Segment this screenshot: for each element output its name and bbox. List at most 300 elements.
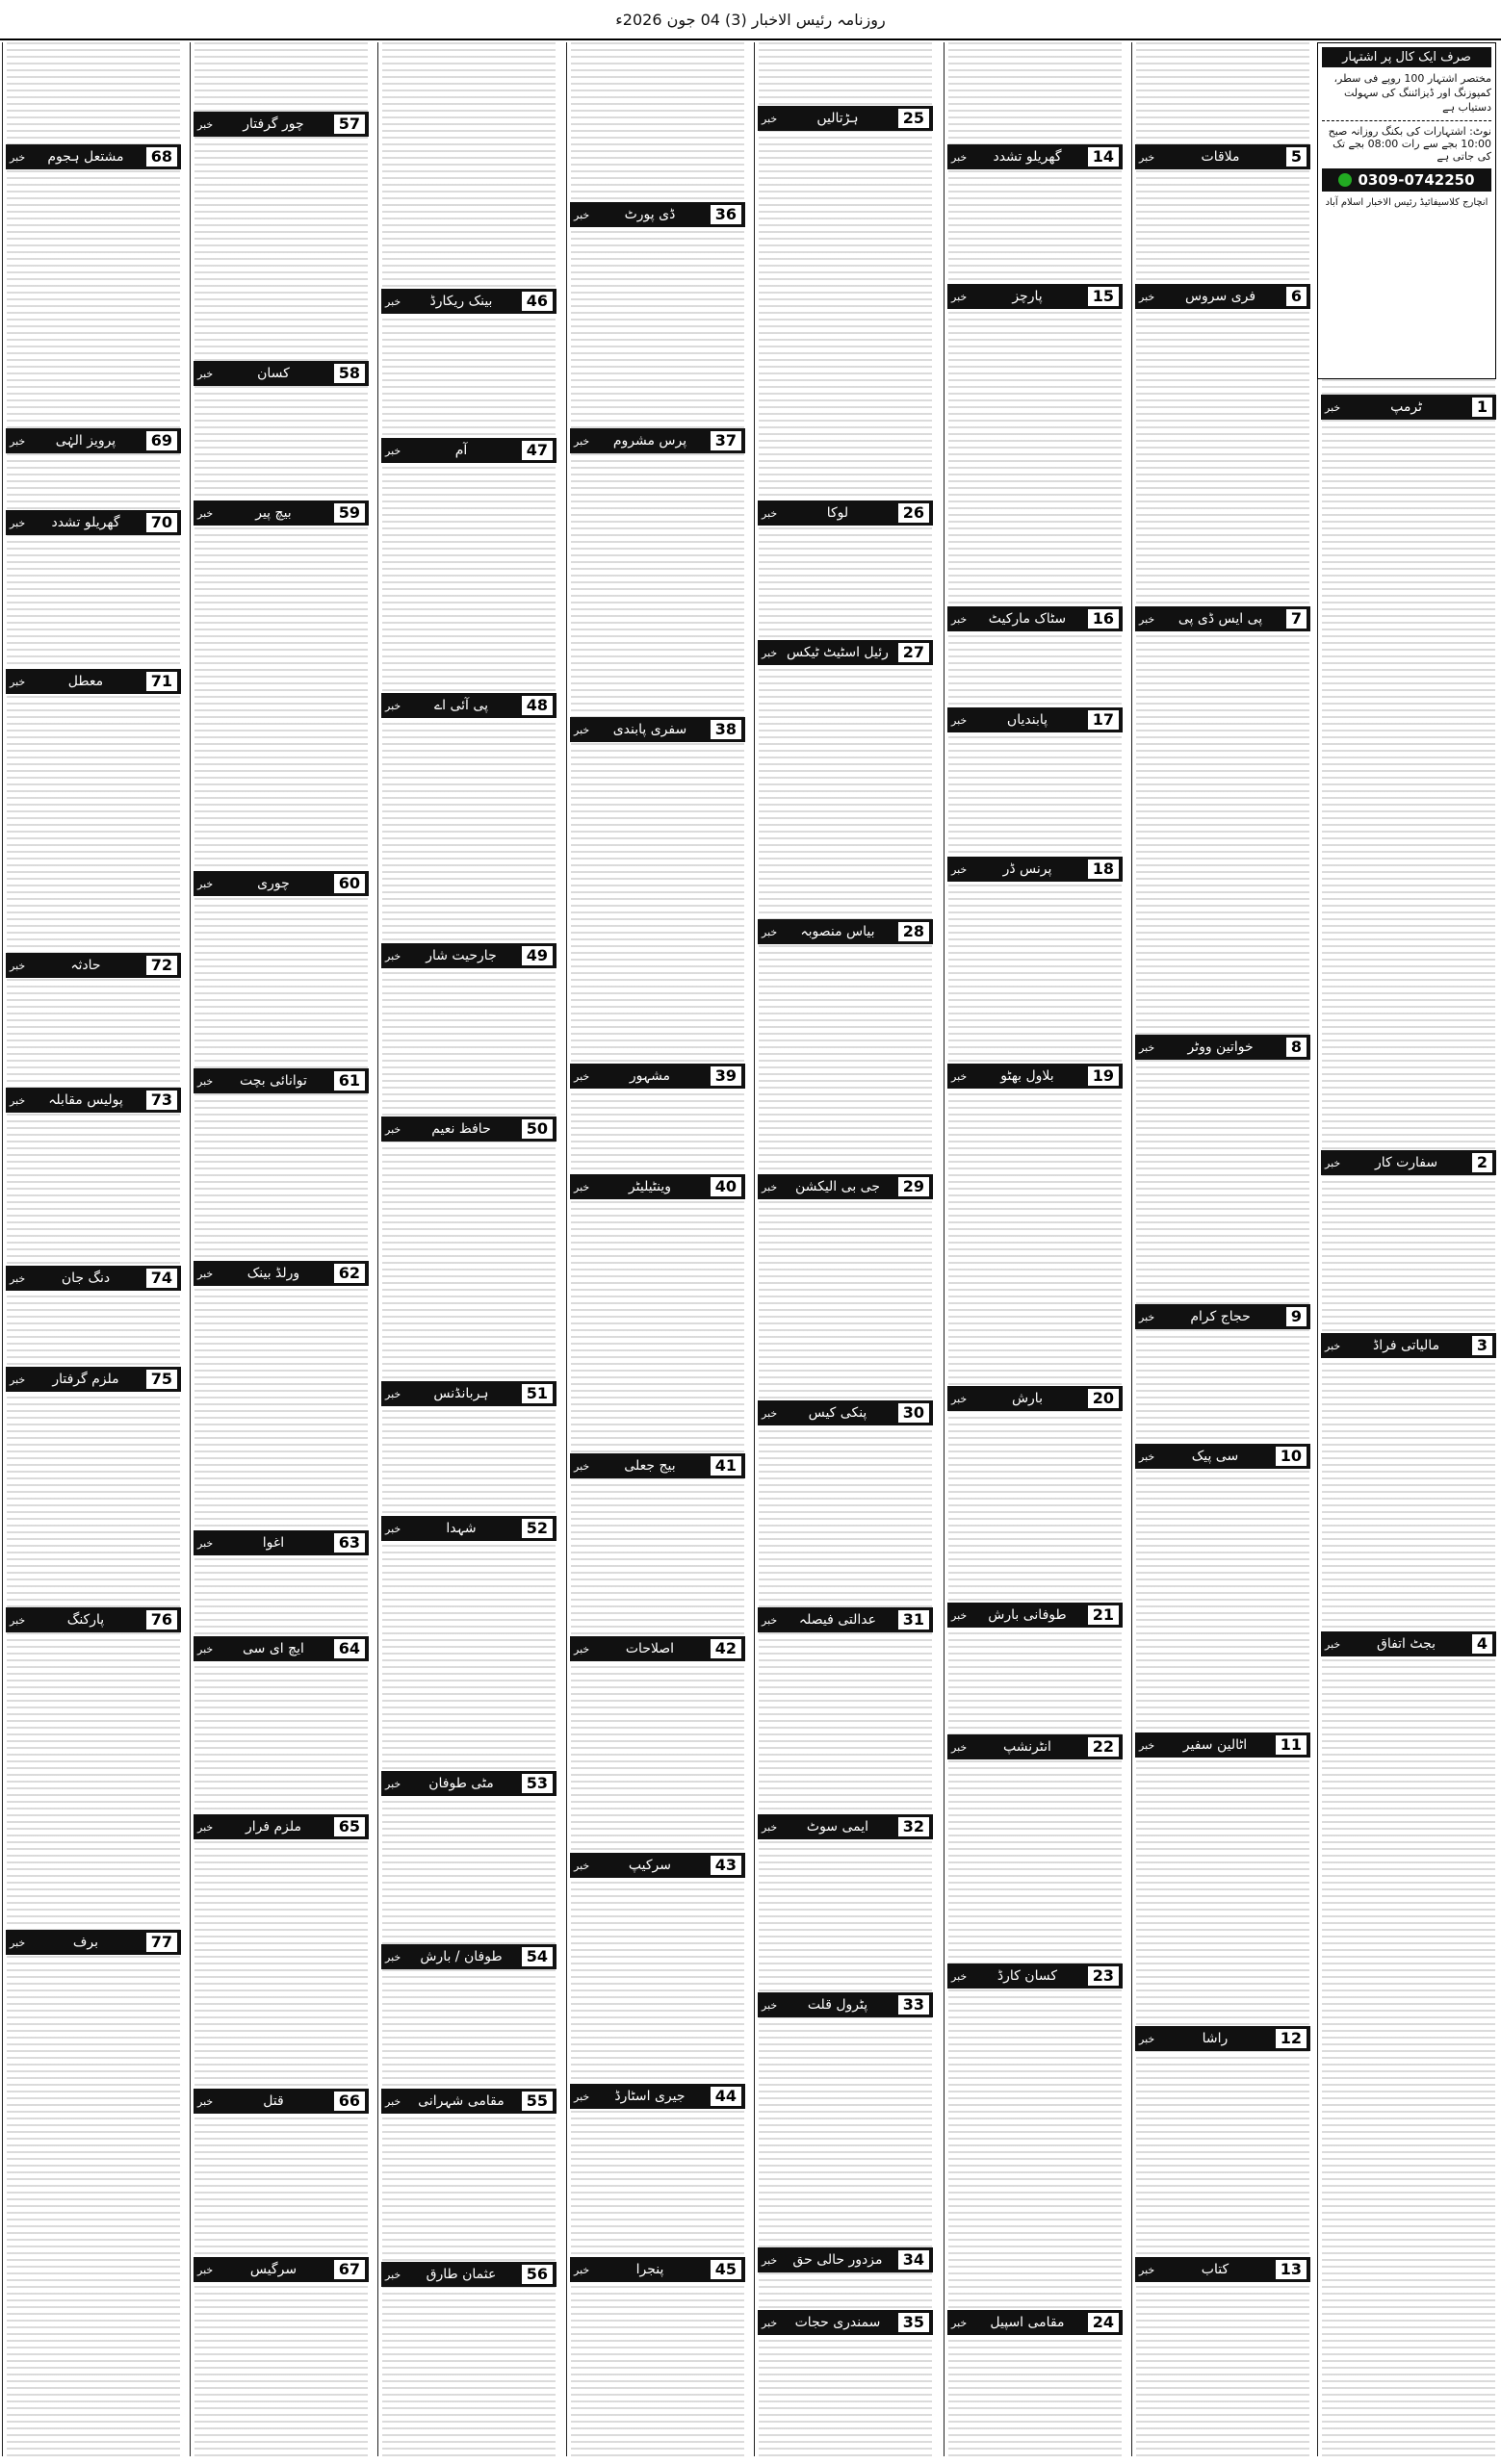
- news-heading: [570, 1453, 745, 1478]
- heading-label: ڈی پورٹ: [624, 207, 676, 222]
- heading-label: اٹالین سفیر: [1182, 1737, 1248, 1753]
- heading-number: 59: [334, 503, 365, 523]
- heading-label: راشا: [1202, 2031, 1229, 2046]
- heading-tag: خبر: [197, 1536, 214, 1550]
- news-heading: [194, 1814, 369, 1839]
- heading-label: عثمان طارق: [426, 2267, 497, 2282]
- news-heading: [947, 1734, 1123, 1759]
- heading-label: پی آئی اے: [433, 698, 488, 713]
- heading-label: ایمی سوٹ: [806, 1819, 869, 1835]
- heading-number: 37: [711, 431, 741, 450]
- heading-tag: خبر: [574, 1180, 590, 1194]
- news-heading: [947, 284, 1123, 309]
- heading-label: سفارت کار: [1374, 1155, 1438, 1170]
- heading-tag: خبر: [385, 2094, 401, 2108]
- news-column: [944, 42, 1126, 2456]
- heading-tag: خبر: [574, 208, 590, 221]
- heading-number: 29: [898, 1177, 929, 1196]
- heading-label: ملزم فرار: [245, 1819, 301, 1835]
- news-heading: [947, 606, 1123, 631]
- news-heading: [947, 1386, 1123, 1411]
- heading-tag: خبر: [385, 1777, 401, 1790]
- heading-label: آم: [454, 443, 468, 458]
- news-heading: [570, 2084, 745, 2109]
- news-heading: [1135, 144, 1310, 169]
- heading-tag: خبر: [951, 1608, 968, 1622]
- news-heading: [570, 1636, 745, 1661]
- heading-label: انٹرنشپ: [1003, 1739, 1051, 1755]
- news-heading: [381, 2089, 556, 2114]
- heading-number: 32: [898, 1817, 929, 1836]
- heading-label: ہڑتالیں: [816, 111, 859, 126]
- heading-tag: خبر: [385, 2268, 401, 2281]
- news-heading: [1135, 1732, 1310, 1758]
- heading-label: گھریلو تشدد: [993, 149, 1062, 165]
- news-heading: [758, 919, 933, 944]
- heading-number: 40: [711, 1177, 741, 1196]
- heading-tag: خبر: [1139, 1310, 1155, 1323]
- heading-number: 43: [711, 1856, 741, 1875]
- heading-label: جیری اسٹارڈ: [614, 2089, 686, 2104]
- heading-number: 75: [146, 1370, 177, 1389]
- heading-label: بلاول بھٹو: [1000, 1068, 1054, 1084]
- heading-tag: خبر: [951, 1069, 968, 1083]
- heading-label: برف: [72, 1935, 99, 1950]
- heading-tag: خبر: [574, 1069, 590, 1083]
- heading-label: پارکنگ: [66, 1612, 105, 1628]
- news-heading: [381, 289, 556, 314]
- heading-number: 38: [711, 720, 741, 739]
- heading-tag: خبر: [197, 367, 214, 380]
- news-heading: [6, 1266, 181, 1291]
- heading-label: ٹرمپ: [1390, 399, 1422, 415]
- heading-number: 11: [1276, 1735, 1307, 1755]
- heading-tag: خبر: [951, 1392, 968, 1405]
- heading-label: لوکا: [826, 505, 849, 521]
- heading-tag: خبر: [1139, 2263, 1155, 2276]
- news-heading: [1321, 395, 1496, 420]
- heading-number: 22: [1088, 1737, 1119, 1757]
- heading-number: 2: [1472, 1153, 1492, 1172]
- heading-number: 36: [711, 205, 741, 224]
- heading-tag: خبر: [385, 1387, 401, 1400]
- heading-tag: خبر: [385, 1950, 401, 1964]
- heading-tag: خبر: [385, 1522, 401, 1535]
- column-text-block: [7, 42, 180, 2456]
- heading-label: طوفان / بارش: [420, 1949, 503, 1964]
- heading-tag: خبر: [762, 1180, 778, 1194]
- news-heading: [1321, 1333, 1496, 1358]
- heading-number: 1: [1472, 398, 1492, 417]
- news-heading: [758, 1607, 933, 1632]
- heading-number: 18: [1088, 860, 1119, 879]
- heading-number: 67: [334, 2260, 365, 2279]
- heading-number: 24: [1088, 2313, 1119, 2332]
- heading-number: 62: [334, 1264, 365, 1283]
- news-heading: [758, 1174, 933, 1199]
- heading-number: 4: [1472, 1634, 1492, 1654]
- heading-tag: خبر: [197, 506, 214, 520]
- heading-label: حادثہ: [70, 958, 101, 973]
- news-heading: [381, 1116, 556, 1142]
- news-heading: [6, 510, 181, 535]
- heading-number: 10: [1276, 1447, 1307, 1466]
- heading-label: پابندیاں: [1006, 712, 1048, 728]
- masthead-title: روزنامہ رئیس الاخبار (3) 04 جون 2026ء: [615, 10, 886, 29]
- news-heading: [6, 1367, 181, 1392]
- heading-label: وینٹیلیٹر: [628, 1179, 672, 1194]
- masthead: [0, 0, 1501, 40]
- heading-tag: خبر: [574, 2263, 590, 2276]
- heading-tag: خبر: [10, 150, 26, 164]
- news-heading: [570, 2257, 745, 2282]
- news-heading: [194, 500, 369, 526]
- heading-tag: خبر: [574, 1859, 590, 1872]
- heading-label: پرویز الہٰی: [55, 433, 116, 449]
- heading-number: 16: [1088, 609, 1119, 629]
- heading-label: عدالتی فیصلہ: [798, 1612, 877, 1628]
- heading-tag: خبر: [385, 699, 401, 712]
- heading-number: 64: [334, 1639, 365, 1658]
- heading-number: 50: [522, 1119, 553, 1139]
- heading-tag: خبر: [951, 713, 968, 727]
- heading-label: طوفانی بارش: [988, 1607, 1067, 1623]
- heading-number: 54: [522, 1947, 553, 1966]
- news-heading: [758, 1992, 933, 2017]
- heading-label: سمندری حجات: [794, 2315, 881, 2330]
- heading-label: دنگ جان: [61, 1270, 111, 1286]
- heading-tag: خبر: [10, 675, 26, 688]
- column-text-block: [1136, 42, 1309, 2456]
- heading-tag: خبر: [10, 434, 26, 448]
- heading-tag: خبر: [385, 949, 401, 962]
- heading-tag: خبر: [574, 723, 590, 736]
- heading-number: 56: [522, 2265, 553, 2284]
- heading-label: شہدا: [446, 1521, 477, 1536]
- heading-tag: خبر: [574, 434, 590, 448]
- heading-tag: خبر: [1139, 1738, 1155, 1752]
- heading-number: 71: [146, 672, 177, 691]
- heading-label: بیاس منصوبہ: [800, 924, 875, 939]
- heading-label: اغوا: [262, 1535, 285, 1551]
- heading-label: گھریلو تشدد: [51, 515, 120, 530]
- heading-tag: خبر: [762, 112, 778, 125]
- news-column: [754, 42, 936, 2456]
- heading-number: 30: [898, 1403, 929, 1423]
- heading-tag: خبر: [762, 925, 778, 938]
- news-heading: [758, 2247, 933, 2272]
- heading-number: 63: [334, 1533, 365, 1553]
- promo-note: نوٹ: اشتہارات کی بکنگ روزانہ صبح 10:00 بجے سے رات 08:00 بجے تک کی جاتی ہے: [1322, 120, 1491, 163]
- heading-label: حافظ نعیم: [431, 1121, 491, 1137]
- heading-tag: خبر: [1139, 1450, 1155, 1463]
- heading-tag: خبر: [1139, 2032, 1155, 2045]
- news-heading: [570, 202, 745, 227]
- heading-label: اصلاحات: [625, 1641, 675, 1656]
- heading-number: 15: [1088, 287, 1119, 306]
- heading-number: 47: [522, 441, 553, 460]
- heading-number: 17: [1088, 710, 1119, 730]
- news-column: [566, 42, 748, 2456]
- news-heading: [1135, 1035, 1310, 1060]
- heading-label: جی بی الیکشن: [794, 1179, 880, 1194]
- heading-label: پنکی کیس: [808, 1405, 867, 1421]
- heading-label: خواتین ووٹر: [1187, 1040, 1254, 1055]
- heading-number: 21: [1088, 1605, 1119, 1625]
- news-heading: [947, 1603, 1123, 1628]
- news-heading: [6, 1088, 181, 1113]
- heading-number: 25: [898, 109, 929, 128]
- heading-tag: خبر: [385, 1122, 401, 1136]
- news-heading: [6, 1607, 181, 1632]
- news-heading: [381, 1771, 556, 1796]
- heading-label: مٹی طوفان: [428, 1776, 494, 1791]
- heading-tag: خبر: [197, 2094, 214, 2108]
- news-column: [190, 42, 372, 2456]
- heading-tag: خبر: [10, 1936, 26, 1949]
- news-heading: [381, 943, 556, 968]
- news-heading: [6, 428, 181, 453]
- heading-number: 57: [334, 115, 365, 134]
- news-heading: [570, 428, 745, 453]
- heading-number: 58: [334, 364, 365, 383]
- heading-tag: خبر: [1325, 1339, 1341, 1352]
- column-text-block: [948, 42, 1122, 2456]
- news-heading: [194, 1068, 369, 1093]
- heading-tag: خبر: [574, 1459, 590, 1473]
- heading-tag: خبر: [197, 1074, 214, 1088]
- heading-label: مقامی شہرانی: [418, 2093, 505, 2109]
- heading-label: مشتعل ہجوم: [47, 149, 124, 165]
- heading-tag: خبر: [762, 2316, 778, 2329]
- news-heading: [758, 1814, 933, 1839]
- heading-label: ایچ ای سی: [242, 1641, 304, 1656]
- news-heading: [947, 1964, 1123, 1989]
- news-heading: [381, 693, 556, 718]
- news-heading: [1135, 2257, 1310, 2282]
- heading-number: 77: [146, 1933, 177, 1952]
- heading-label: چور گرفتار: [243, 116, 304, 132]
- heading-tag: خبر: [197, 2263, 214, 2276]
- heading-label: بجٹ اتفاق: [1376, 1636, 1436, 1652]
- heading-number: 5: [1286, 147, 1307, 167]
- heading-number: 76: [146, 1610, 177, 1630]
- heading-number: 68: [146, 147, 177, 167]
- news-heading: [194, 112, 369, 137]
- news-heading: [381, 1944, 556, 1969]
- news-heading: [570, 1853, 745, 1878]
- news-heading: [194, 2257, 369, 2282]
- heading-tag: خبر: [197, 1642, 214, 1656]
- promo-footer: انچارج کلاسیفائیڈ رئیس الاخبار اسلام آباد: [1325, 197, 1488, 208]
- heading-number: 14: [1088, 147, 1119, 167]
- heading-number: 35: [898, 2313, 929, 2332]
- news-heading: [758, 640, 933, 665]
- heading-number: 31: [898, 1610, 929, 1630]
- heading-tag: خبر: [1325, 1637, 1341, 1651]
- heading-tag: خبر: [951, 290, 968, 303]
- heading-number: 51: [522, 1384, 553, 1403]
- heading-number: 41: [711, 1456, 741, 1476]
- news-column: [377, 42, 559, 2456]
- heading-number: 61: [334, 1071, 365, 1091]
- heading-tag: خبر: [574, 2090, 590, 2103]
- heading-tag: خبر: [10, 1373, 26, 1386]
- heading-label: سفری پابندی: [612, 722, 687, 737]
- news-heading: [570, 1174, 745, 1199]
- news-heading: [1321, 1631, 1496, 1656]
- heading-number: 20: [1088, 1389, 1119, 1408]
- news-heading: [194, 2089, 369, 2114]
- heading-number: 73: [146, 1091, 177, 1110]
- heading-label: کسان: [257, 366, 290, 381]
- news-heading: [1135, 284, 1310, 309]
- heading-tag: خبر: [951, 862, 968, 876]
- heading-tag: خبر: [10, 1613, 26, 1627]
- heading-tag: خبر: [197, 1267, 214, 1280]
- heading-number: 66: [334, 2092, 365, 2111]
- heading-label: ملاقات: [1201, 149, 1240, 165]
- heading-number: 26: [898, 503, 929, 523]
- news-heading: [758, 106, 933, 131]
- heading-label: پرنس ڈر: [1002, 861, 1052, 877]
- heading-number: 6: [1286, 287, 1307, 306]
- news-heading: [758, 2310, 933, 2335]
- heading-tag: خبر: [10, 1271, 26, 1285]
- heading-label: ورلڈ بینک: [246, 1266, 300, 1281]
- heading-tag: خبر: [10, 516, 26, 529]
- news-heading: [381, 1516, 556, 1541]
- heading-label: مشہور: [629, 1068, 671, 1084]
- promo-header: صرف ایک کال پر اشتہار: [1322, 47, 1491, 67]
- news-column: [2, 42, 184, 2456]
- heading-tag: خبر: [197, 877, 214, 890]
- news-heading: [194, 361, 369, 386]
- news-heading: [6, 953, 181, 978]
- heading-tag: خبر: [951, 2316, 968, 2329]
- news-column: [1131, 42, 1313, 2456]
- heading-tag: خبر: [951, 1740, 968, 1754]
- heading-tag: خبر: [951, 150, 968, 164]
- heading-number: 60: [334, 874, 365, 893]
- heading-number: 12: [1276, 2029, 1307, 2048]
- news-heading: [6, 1930, 181, 1955]
- heading-label: ملزم گرفتار: [52, 1372, 119, 1387]
- heading-number: 27: [898, 643, 929, 662]
- news-heading: [947, 144, 1123, 169]
- heading-tag: خبر: [762, 1820, 778, 1834]
- heading-label: قتل: [263, 2093, 284, 2109]
- heading-tag: خبر: [951, 612, 968, 626]
- heading-label: توانائی بچت: [240, 1073, 307, 1089]
- heading-number: 69: [146, 431, 177, 450]
- news-heading: [758, 500, 933, 526]
- heading-tag: خبر: [1139, 612, 1155, 626]
- heading-label: حجاج کرام: [1190, 1309, 1251, 1324]
- heading-number: 53: [522, 1774, 553, 1793]
- heading-number: 3: [1472, 1336, 1492, 1355]
- heading-tag: خبر: [1139, 290, 1155, 303]
- heading-label: بارش: [1011, 1391, 1043, 1406]
- news-heading: [758, 1400, 933, 1425]
- promo-phone-number[interactable]: 0309-0742250: [1358, 171, 1475, 189]
- news-heading: [1135, 1444, 1310, 1469]
- heading-tag: خبر: [10, 1093, 26, 1107]
- news-heading: [1321, 1150, 1496, 1175]
- heading-number: 28: [898, 922, 929, 941]
- news-heading: [1135, 606, 1310, 631]
- heading-tag: خبر: [951, 1969, 968, 1983]
- news-heading: [1135, 2026, 1310, 2051]
- heading-number: 52: [522, 1519, 553, 1538]
- heading-number: 45: [711, 2260, 741, 2279]
- news-heading: [947, 2310, 1123, 2335]
- heading-tag: خبر: [762, 1613, 778, 1627]
- heading-number: 42: [711, 1639, 741, 1658]
- heading-number: 7: [1286, 609, 1307, 629]
- heading-label: ہربانڈنس: [433, 1386, 489, 1401]
- heading-number: 23: [1088, 1966, 1119, 1986]
- heading-number: 8: [1286, 1038, 1307, 1057]
- news-heading: [570, 1064, 745, 1089]
- heading-label: پولیس مقابلہ: [48, 1092, 123, 1108]
- heading-label: معطل: [67, 674, 104, 689]
- heading-label: کسان کارڈ: [996, 1968, 1057, 1984]
- heading-number: 33: [898, 1995, 929, 2015]
- promo-phone[interactable]: [1322, 168, 1491, 192]
- heading-number: 48: [522, 696, 553, 715]
- news-heading: [381, 2262, 556, 2287]
- heading-number: 39: [711, 1066, 741, 1086]
- promo-body: مختصر اشتہار 100 روپے فی سطر، کمپوزنگ اور ڈیزائننگ کی سہولت دستیاب ہے: [1333, 72, 1491, 114]
- news-heading: [194, 1261, 369, 1286]
- heading-label: سی پیک: [1191, 1449, 1239, 1464]
- heading-tag: خبر: [1139, 150, 1155, 164]
- news-column: [1317, 42, 1499, 2456]
- news-heading: [6, 144, 181, 169]
- heading-tag: خبر: [762, 506, 778, 520]
- heading-number: 44: [711, 2087, 741, 2106]
- heading-label: مالیاتی فراڈ: [1372, 1338, 1440, 1353]
- news-heading: [947, 1064, 1123, 1089]
- heading-label: بینک ریکارڈ: [429, 294, 493, 309]
- heading-tag: خبر: [762, 2253, 778, 2267]
- heading-label: مزدور حالی حق: [792, 2252, 883, 2268]
- heading-number: 19: [1088, 1066, 1119, 1086]
- heading-tag: خبر: [385, 295, 401, 308]
- heading-number: 65: [334, 1817, 365, 1836]
- heading-label: سرکیپ: [628, 1858, 672, 1873]
- heading-label: پرس مشروم: [612, 433, 687, 449]
- heading-label: مقامی اسپیل: [990, 2315, 1065, 2330]
- news-heading: [6, 669, 181, 694]
- heading-label: چوری: [257, 876, 290, 891]
- heading-number: 49: [522, 946, 553, 965]
- heading-tag: خبر: [1325, 1156, 1341, 1169]
- heading-label: سرگیس: [249, 2262, 298, 2277]
- heading-tag: خبر: [1139, 1040, 1155, 1054]
- news-heading: [1135, 1304, 1310, 1329]
- heading-number: 34: [898, 2250, 929, 2270]
- heading-number: 72: [146, 956, 177, 975]
- heading-tag: خبر: [574, 1642, 590, 1656]
- news-heading: [947, 857, 1123, 882]
- heading-tag: خبر: [197, 117, 214, 131]
- news-heading: [194, 1530, 369, 1555]
- news-heading: [194, 1636, 369, 1661]
- news-heading: [194, 871, 369, 896]
- news-heading: [947, 707, 1123, 732]
